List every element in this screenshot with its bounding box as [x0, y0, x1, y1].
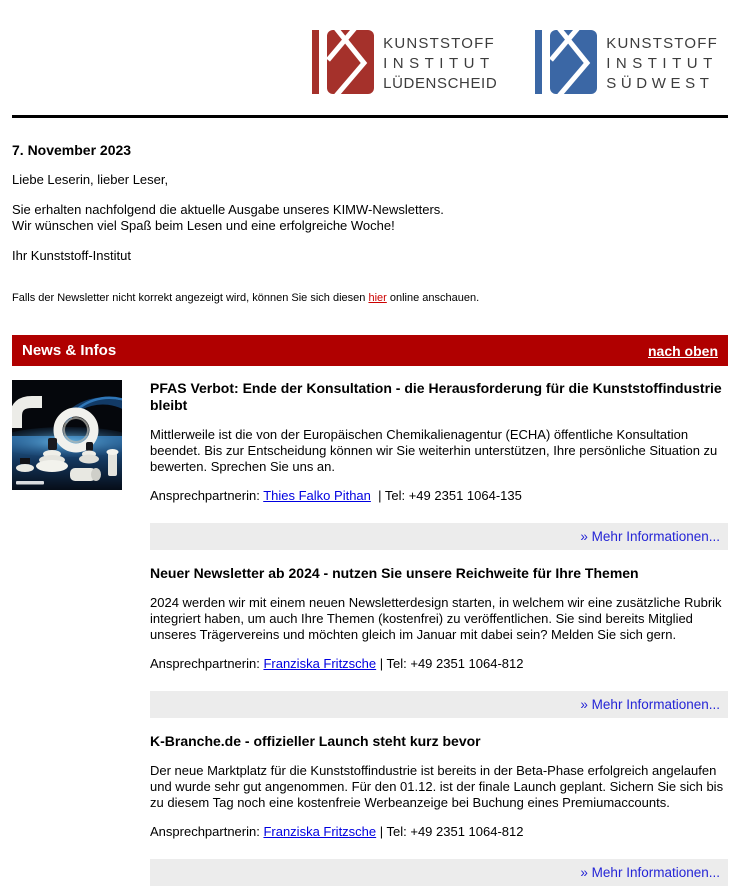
- mehr-informationen-link[interactable]: » Mehr Informationen...: [580, 696, 720, 712]
- contact-person-link[interactable]: Franziska Fritzsche: [263, 824, 377, 839]
- more-info-bar: [150, 523, 728, 550]
- salutation: Liebe Leserin, lieber Leser,: [12, 172, 169, 187]
- article-body: Der neue Marktplatz für die Kunststoffindustrie ist bereits in der Beta-Phase erfolgreich angelaufen und wurde sehr gut angenommen. Für den 01.12. ist der finale Launch geplant. Sichern Sie sich bis zu diesem Tag noch eine kostenfreie Werbeanzeige bei Buchung eines Premiumaccounts.: [150, 763, 724, 810]
- contact-prefix: Ansprechpartnerin:: [150, 488, 264, 503]
- contact-person-link[interactable]: Thies Falko Pithan: [263, 488, 371, 503]
- section-title: News & Infos: [22, 341, 117, 359]
- intro-line-2: Wir wünschen viel Spaß beim Lesen und eine erfolgreiche Woche!: [12, 218, 395, 233]
- contact-line: [150, 656, 728, 672]
- plastic-parts-photo: [12, 380, 122, 490]
- intro-line-1: Sie erhalten nachfolgend die aktuelle Ausgabe unseres KIMW-Newsletters.: [12, 202, 444, 217]
- signoff: Ihr Kunststoff-Institut: [12, 248, 131, 263]
- logo-kunststoff-institut-luedenscheid[interactable]: [312, 30, 497, 98]
- contact-person-link[interactable]: Franziska Fritzsche: [263, 656, 377, 671]
- note-text-before: Falls der Newsletter nicht korrekt angezeigt wird, können Sie sich diesen: [12, 292, 369, 304]
- contact-phone: | Tel: +49 2351 1064-812: [376, 824, 524, 839]
- article-content: [150, 380, 728, 550]
- mehr-informationen-link[interactable]: » Mehr Informationen...: [580, 528, 720, 544]
- contact-phone: | Tel: +49 2351 1064-135: [370, 488, 522, 503]
- header: [12, 0, 728, 98]
- article-thumbnail-image[interactable]: [12, 380, 122, 490]
- article-pfas-verbot: [12, 380, 728, 550]
- header-divider: [12, 115, 728, 118]
- logo-kunststoff-institut-suedwest[interactable]: [535, 30, 718, 98]
- more-info-bar: [150, 691, 728, 718]
- section-banner-news-infos: [12, 335, 728, 366]
- intro-paragraph: [12, 202, 728, 234]
- article-body: Mittlerweile ist die von der Europäischen Chemikalienagentur (ECHA) öffentliche Konsultation beendet. Bis zur Entscheidung können wir Sie weiterhin unterstützen, Ihre persönliche Situation zu bewerten. Sprechen Sie uns an.: [150, 427, 718, 474]
- k-mark-red-icon: [312, 30, 374, 98]
- contact-line: [150, 488, 728, 504]
- more-info-bar: [150, 859, 728, 886]
- k-mark-blue-icon: [535, 30, 597, 98]
- article-k-branche: [150, 733, 728, 886]
- mehr-informationen-link[interactable]: » Mehr Informationen...: [580, 864, 720, 880]
- newsletter-date: 7. November 2023: [12, 142, 132, 158]
- article-title: Neuer Newsletter ab 2024 - nutzen Sie unsere Reichweite für Ihre Themen: [150, 565, 639, 581]
- contact-prefix: Ansprechpartnerin:: [150, 824, 264, 839]
- article-body: 2024 werden wir mit einem neuen Newsletterdesign starten, in welchem wir eine zusätzliche Rubrik integriert haben, um auch Ihre Themen (kostenfrei) zu veröffentlichen. Sie sind bereits Mitglied unseres Trägervereins und möchten gleich im Januar mit dabei sein? Melden Sie sich gern.: [150, 595, 722, 642]
- logo-luedenscheid-text: KUNSTSTOFF INSTITUT LÜDENSCHEID: [383, 35, 498, 92]
- article-title: PFAS Verbot: Ende der Konsultation - die Herausforderung für die Kunststoffindustrie bleibt: [150, 380, 722, 413]
- online-version-link[interactable]: hier: [368, 292, 387, 304]
- logo-suedwest-text: KUNSTSTOFF INSTITUT SÜDWEST: [606, 35, 718, 92]
- contact-line: [150, 824, 728, 840]
- nach-oben-link[interactable]: nach oben: [647, 342, 718, 359]
- contact-phone: | Tel: +49 2351 1064-812: [376, 656, 524, 671]
- online-view-note: [12, 291, 728, 305]
- article-neuer-newsletter: [150, 565, 728, 718]
- contact-prefix: Ansprechpartnerin:: [150, 656, 264, 671]
- article-title: K-Branche.de - offizieller Launch steht kurz bevor: [150, 733, 481, 749]
- note-text-after: online anschauen.: [386, 292, 480, 304]
